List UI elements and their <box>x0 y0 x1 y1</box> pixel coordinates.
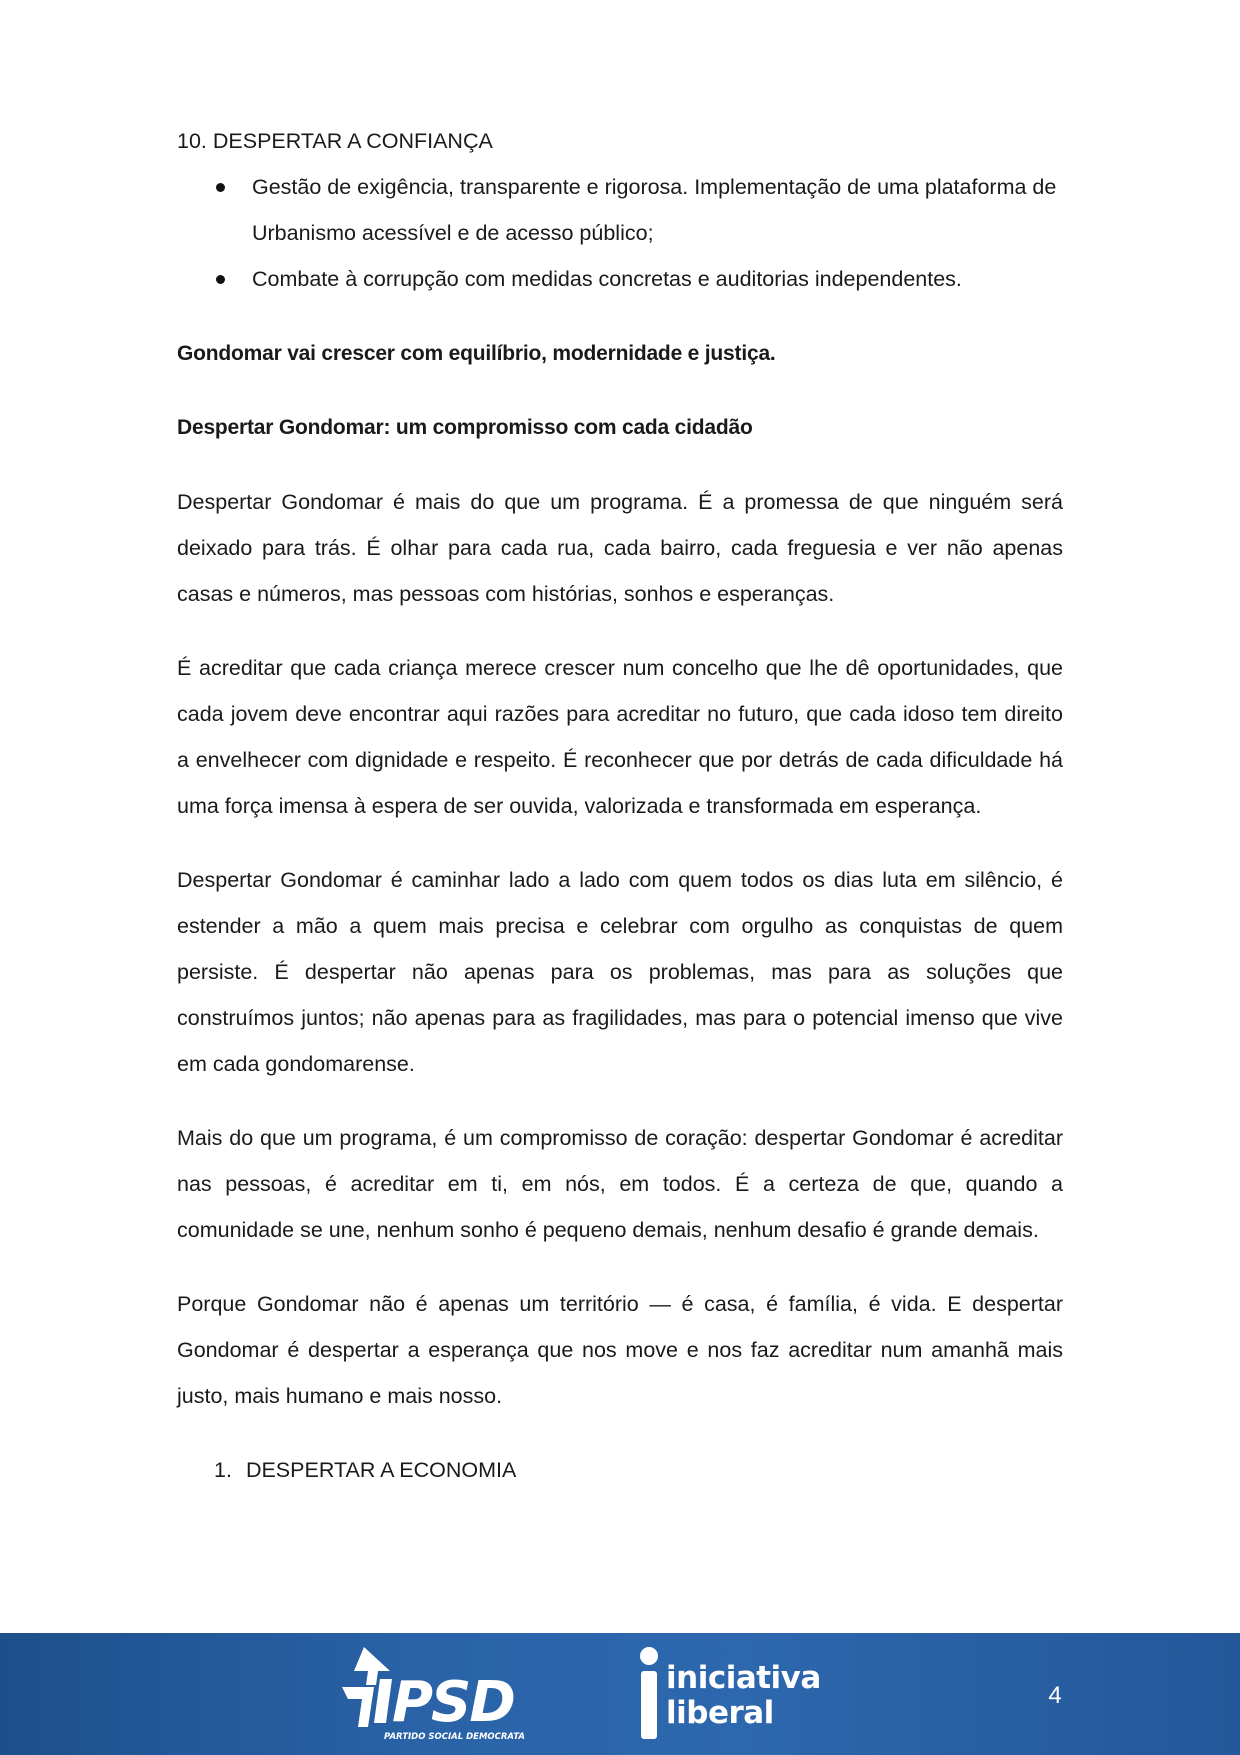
page-number: 4 <box>1048 1682 1062 1709</box>
subheading: Despertar Gondomar: um compromisso com cada cidadão <box>177 416 753 439</box>
section-heading-confianca: 10. DESPERTAR A CONFIANÇA <box>177 129 493 153</box>
psd-tagline: PARTIDO SOCIAL DEMOCRATA <box>384 1732 525 1742</box>
iniciativa-liberal-logo <box>636 1647 856 1743</box>
body-paragraph: Mais do que um programa, é um compromisso de coração: despertar Gondomar é acreditar nas pessoas, é acreditar em ti, em nós, em todos. É a certeza de que, quando a comunidade se une, nenhum sonho é pequeno demais, nenhum desafio é grande demais. <box>177 1126 1063 1242</box>
statement-line: Gondomar vai crescer com equilíbrio, modernidade e justiça. <box>177 342 776 365</box>
list-number: 1. <box>214 1458 232 1482</box>
il-stem-icon <box>641 1671 657 1739</box>
numbered-heading-economia <box>177 1447 1063 1493</box>
bullet-item: Gestão de exigência, transparente e rigorosa. Implementação de uma plataforma de Urbanismo acessível e de acesso público; <box>177 164 1063 256</box>
bullet-list <box>177 164 1063 302</box>
numbered-heading-title: DESPERTAR A ECONOMIA <box>245 1458 517 1482</box>
il-wordmark-line1: iniciativa <box>666 1660 821 1696</box>
body-paragraph: É acreditar que cada criança merece crescer num concelho que lhe dê oportunidades, que cada jovem deve encontrar aqui razões para acreditar no futuro, que cada idoso tem direito a envelhecer com dignidade e respeito. É reconhecer que por detrás de cada dificuldade há uma força imensa à espera de ser ouvida, valorizada e transformada em esperança. <box>177 656 1063 818</box>
psd-logo <box>330 1643 540 1743</box>
il-wordmark <box>666 1661 821 1731</box>
body-paragraph: Porque Gondomar não é apenas um território — é casa, é família, é vida. E despertar Gondomar é despertar a esperança que nos move e nos faz acreditar num amanhã mais justo, mais humano e mais nosso. <box>177 1292 1063 1408</box>
document-body <box>177 118 1063 1493</box>
il-dot-icon <box>640 1647 658 1665</box>
body-paragraph: Despertar Gondomar é caminhar lado a lado com quem todos os dias luta em silêncio, é estender a mão a quem mais precisa e celebrar com orgulho as conquistas de quem persiste. É despertar não apenas para os problemas, mas para as soluções que construímos juntos; não apenas para as fragilidades, mas para o potencial imenso que vive em cada gondomarense. <box>177 868 1063 1076</box>
bullet-item: Combate à corrupção com medidas concretas e auditorias independentes. <box>177 256 1063 302</box>
psd-wordmark: PSD <box>392 1670 514 1735</box>
il-wordmark-line2: liberal <box>666 1695 774 1731</box>
psd-arrow-icon <box>342 1647 392 1727</box>
body-paragraph: Despertar Gondomar é mais do que um programa. É a promessa de que ninguém será deixado para trás. É olhar para cada rua, cada bairro, cada freguesia e ver não apenas casas e números, mas pessoas com histórias, sonhos e esperanças. <box>177 490 1063 606</box>
